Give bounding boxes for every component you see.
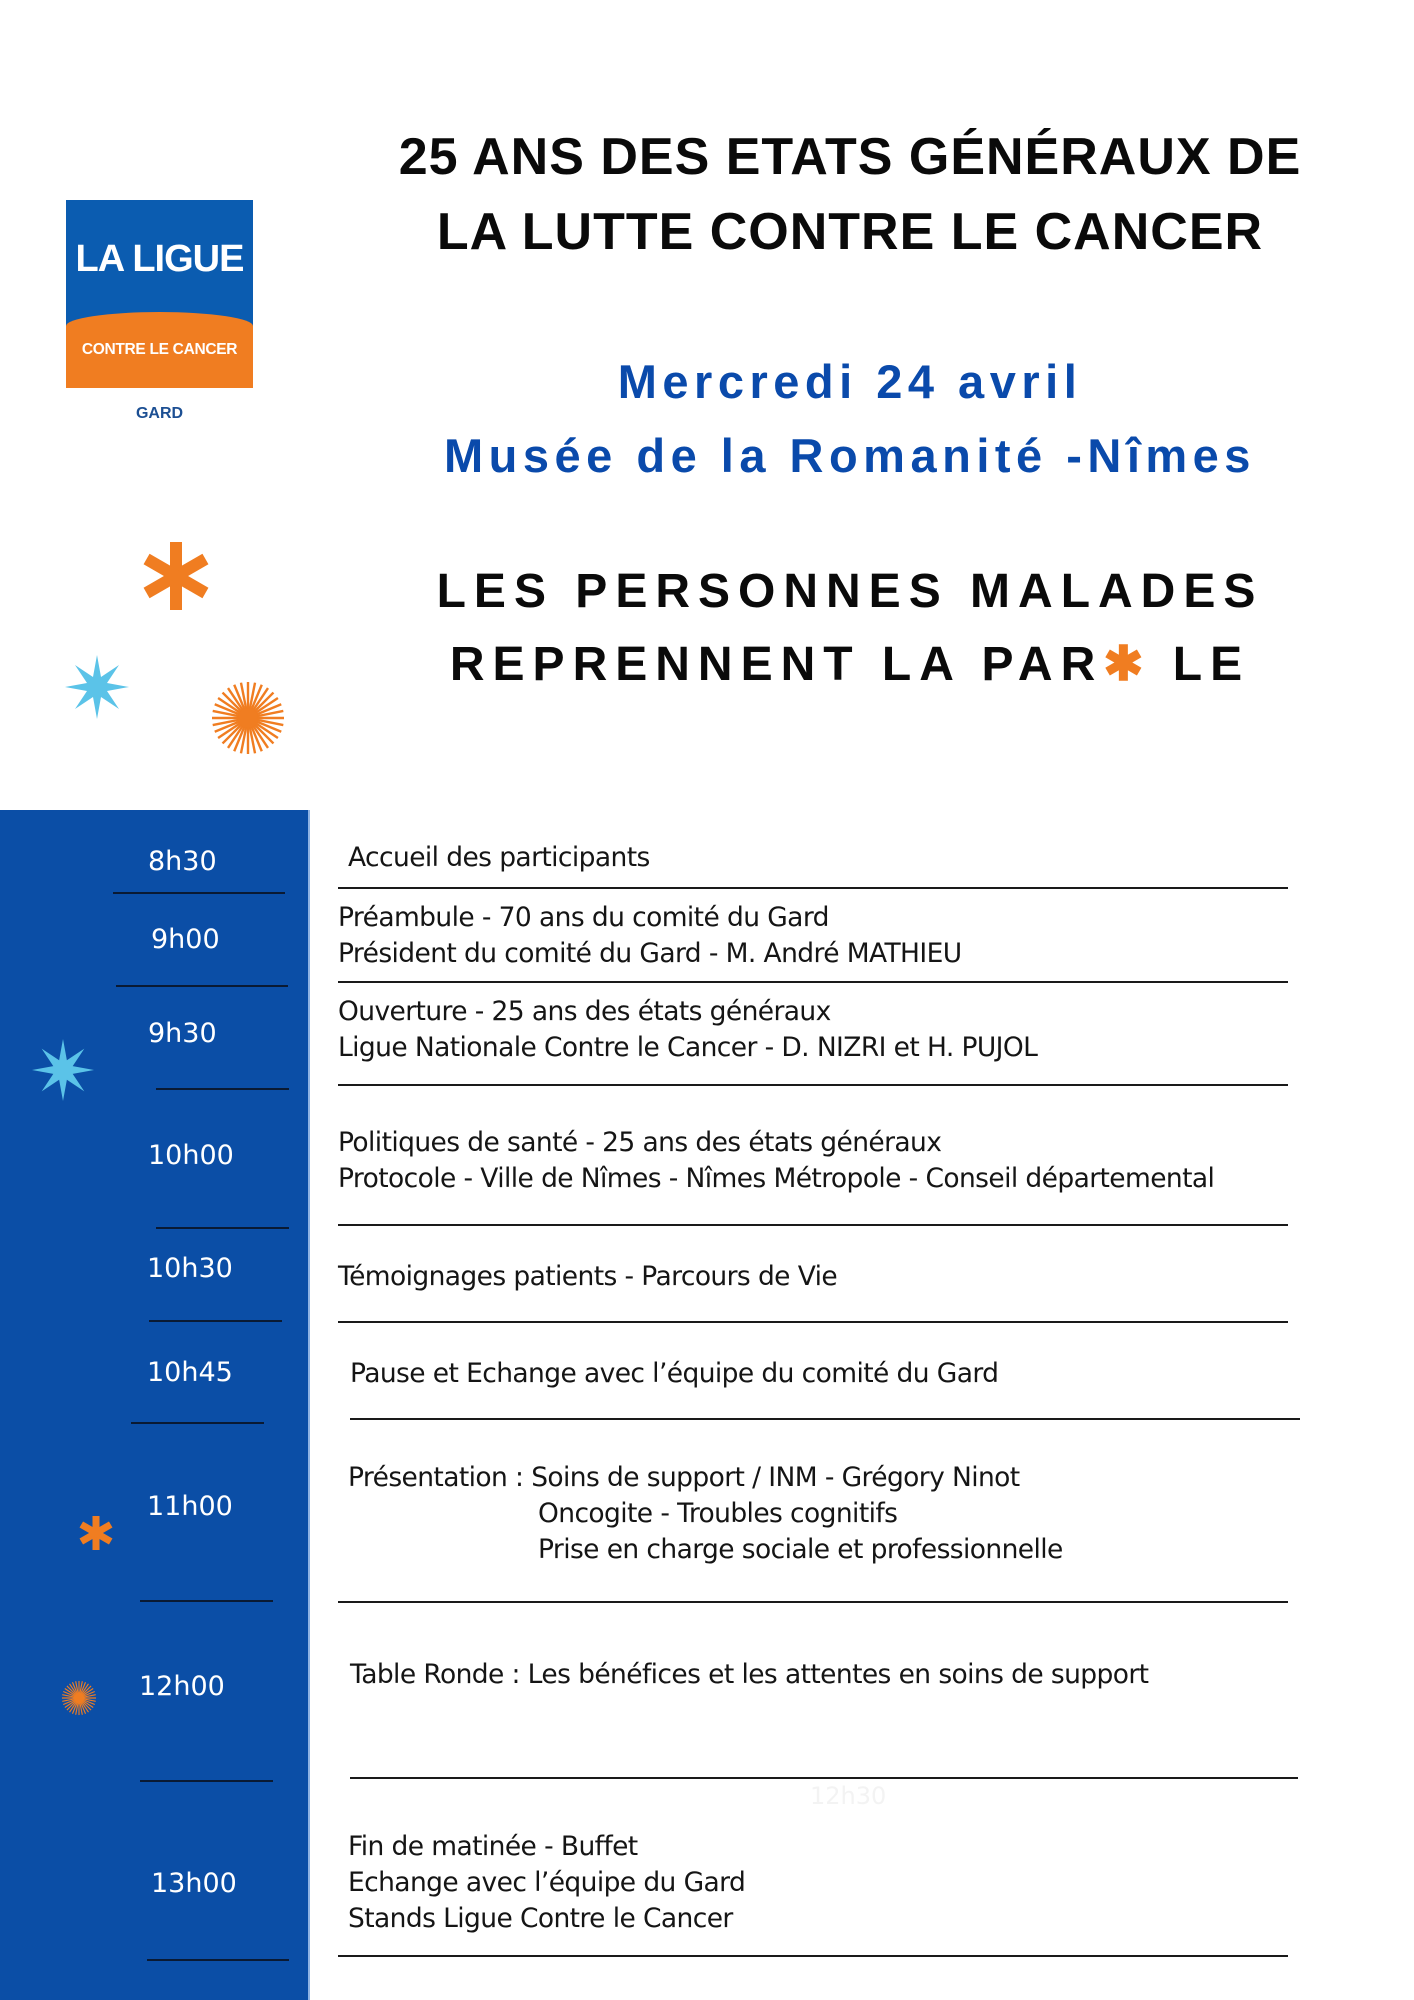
orange-sunburst-icon bbox=[210, 680, 286, 756]
entry-line: Oncogite - Troubles cognitifs bbox=[538, 1498, 898, 1529]
tagline-line-2 bbox=[340, 628, 1360, 701]
time-12h00: 12h00 bbox=[139, 1671, 225, 1702]
time-divider bbox=[140, 1780, 273, 1782]
orange-asterisk-icon bbox=[140, 540, 212, 612]
event-details bbox=[340, 345, 1360, 493]
entry-line: Pause et Echange avec l’équipe du comité du Gard bbox=[350, 1358, 999, 1389]
time-divider bbox=[140, 1600, 273, 1602]
schedule-entry bbox=[348, 1829, 745, 1937]
entry-line: Table Ronde : Les bénéfices et les attentes en soins de support bbox=[350, 1659, 1149, 1690]
entry-line: Témoignages patients - Parcours de Vie bbox=[338, 1261, 838, 1292]
time-8h30: 8h30 bbox=[148, 846, 217, 877]
title-line-1: 25 ANS DES ETATS GÉNÉRAUX DE bbox=[398, 128, 1302, 186]
schedule-entry bbox=[338, 1259, 837, 1295]
orange-asterisk-icon bbox=[78, 1515, 114, 1551]
time-divider bbox=[147, 1959, 289, 1961]
row-divider bbox=[338, 1601, 1288, 1603]
schedule-entry bbox=[350, 1657, 1148, 1693]
entry-line: Préambule - 70 ans du comité du Gard bbox=[338, 902, 829, 933]
entry-line: Fin de matinée - Buffet bbox=[348, 1831, 638, 1862]
entry-line: Prise en charge sociale et professionnelle bbox=[538, 1534, 1063, 1565]
event-venue: Musée de la Romanité -Nîmes bbox=[444, 429, 1256, 482]
time-13h00: 13h00 bbox=[151, 1868, 237, 1899]
title-line-2: LA LUTTE CONTRE LE CANCER bbox=[436, 203, 1264, 261]
tagline-text-before: REPRENNENT LA PAR bbox=[449, 638, 1104, 691]
entry-line: Protocole - Ville de Nîmes - Nîmes Métropole - Conseil départemental bbox=[338, 1163, 1215, 1194]
time-10h45: 10h45 bbox=[147, 1357, 233, 1388]
schedule-time-column bbox=[0, 810, 310, 2000]
entry-line: Accueil des participants bbox=[348, 842, 650, 873]
time-divider bbox=[156, 1088, 289, 1090]
schedule-entry bbox=[348, 1460, 1063, 1568]
time-9h30: 9h30 bbox=[148, 1018, 217, 1049]
entry-line: Ligue Nationale Contre le Cancer - D. NIZRI et H. PUJOL bbox=[338, 1032, 1038, 1063]
time-10h30: 10h30 bbox=[147, 1253, 233, 1284]
blue-star-icon bbox=[64, 654, 130, 720]
row-divider bbox=[338, 1084, 1288, 1086]
page-title bbox=[340, 120, 1360, 270]
time-divider bbox=[131, 1422, 264, 1424]
row-divider bbox=[338, 887, 1288, 889]
time-divider bbox=[113, 892, 285, 894]
entry-line: Echange avec l’équipe du Gard bbox=[348, 1867, 746, 1898]
time-11h00: 11h00 bbox=[147, 1491, 233, 1522]
logo-subtitle: CONTRE LE CANCER bbox=[66, 312, 253, 388]
tagline bbox=[340, 555, 1360, 701]
row-divider bbox=[338, 981, 1288, 983]
schedule-entry bbox=[338, 1125, 1214, 1197]
row-divider bbox=[338, 1321, 1288, 1323]
entry-line: Président du comité du Gard - M. André MATHIEU bbox=[338, 938, 962, 969]
ghost-time-label: 12h30 bbox=[810, 1782, 887, 1810]
schedule-entry bbox=[338, 994, 1037, 1066]
time-9h00: 9h00 bbox=[151, 924, 220, 955]
row-divider bbox=[338, 1955, 1288, 1957]
logo-region: GARD bbox=[135, 405, 184, 422]
tagline-line-1: LES PERSONNES MALADES bbox=[436, 565, 1264, 618]
schedule-entry bbox=[348, 840, 650, 876]
tagline-text-after: LE bbox=[1151, 638, 1251, 691]
blue-star-icon bbox=[31, 1038, 95, 1102]
schedule-entry bbox=[350, 1356, 998, 1392]
entry-line: Stands Ligue Contre le Cancer bbox=[348, 1903, 733, 1934]
row-divider bbox=[350, 1777, 1298, 1779]
time-divider bbox=[116, 985, 288, 987]
row-divider bbox=[338, 1224, 1288, 1226]
schedule-entry bbox=[338, 900, 962, 972]
time-10h00: 10h00 bbox=[148, 1140, 234, 1171]
entry-line: Politiques de santé - 25 ans des états généraux bbox=[338, 1127, 942, 1158]
time-divider bbox=[156, 1227, 289, 1229]
logo bbox=[66, 200, 253, 388]
asterisk-icon: ✱ bbox=[1103, 638, 1152, 691]
event-date: Mercredi 24 avril bbox=[617, 355, 1083, 408]
entry-line: Présentation : Soins de support / INM - Grégory Ninot bbox=[348, 1462, 1020, 1493]
entry-line: Ouverture - 25 ans des états généraux bbox=[338, 996, 831, 1027]
row-divider bbox=[350, 1418, 1300, 1420]
time-divider bbox=[149, 1320, 282, 1322]
logo-title: LA LIGUE bbox=[75, 237, 244, 280]
orange-sunburst-icon bbox=[61, 1680, 97, 1716]
